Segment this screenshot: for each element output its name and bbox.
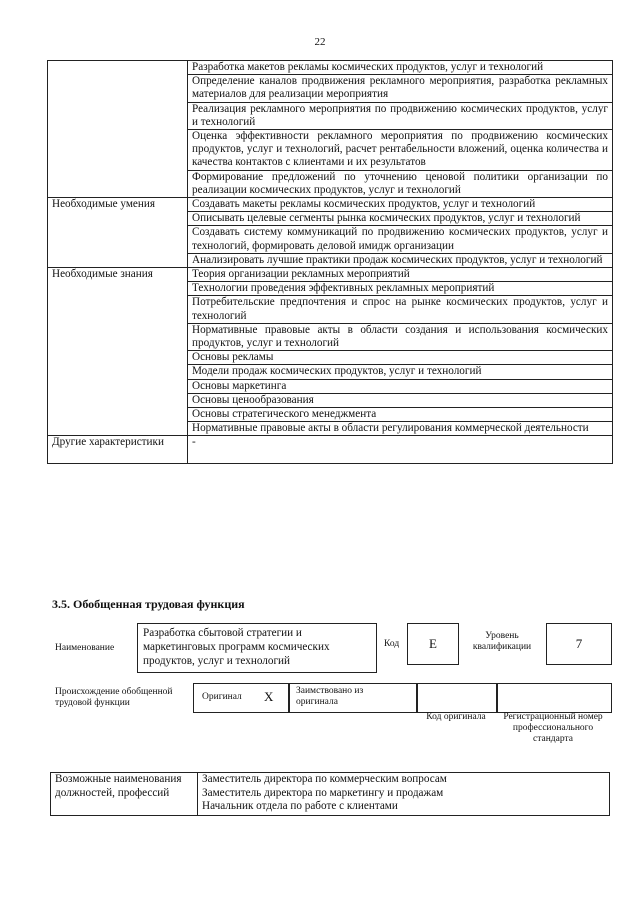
table-row (48, 436, 613, 464)
knowledge-cell: Основы ценообразования (188, 393, 613, 407)
positions-label: Возможные наименования должностей, профессий (51, 773, 198, 816)
skill-cell: Анализировать лучшие практики продаж космических продуктов, услуг и технологий (188, 253, 613, 267)
other-characteristics-value: - (188, 436, 613, 464)
table-row (48, 268, 613, 282)
original-box (193, 683, 290, 713)
skills-label: Необходимые умения (48, 198, 188, 268)
labor-action-cell: Разработка макетов рекламы космических продуктов, услуг и технологий (188, 61, 613, 75)
positions-list (198, 773, 610, 816)
knowledge-cell: Модели продаж космических продуктов, услуг и технологий (188, 365, 613, 379)
level-value: 7 (546, 623, 612, 665)
origin-label: Происхождение обобщенной трудовой функции (55, 687, 173, 708)
labor-action-cell: Реализация рекламного мероприятия по продвижению космических продуктов, услуг и технологий (188, 102, 613, 129)
name-label: Наименование (55, 643, 115, 653)
knowledge-cell: Теория организации рекламных мероприятий (188, 268, 613, 282)
section-title: 3.5. Обобщенная трудовая функция (52, 597, 245, 611)
knowledge-cell: Технологии проведения эффективных рекламных мероприятий (188, 282, 613, 296)
list-item: Заместитель директора по маркетингу и продажам (202, 786, 444, 799)
level-label: Уровень квалификации (472, 631, 532, 652)
original-mark: X (264, 689, 274, 704)
knowledge-cell: Нормативные правовые акты в области создания и использования космических продуктов, услуг и технологий (188, 323, 613, 350)
page-number: 22 (314, 36, 326, 48)
borrowed-label: Заимствовано из оригинала (296, 686, 364, 707)
list-item: Начальник отдела по работе с клиентами (202, 800, 398, 812)
other-characteristics-label: Другие характеристики (48, 436, 188, 464)
name-value: Разработка сбытовой стратегии и маркетинговых программ космических продуктов, услуг и технологий (143, 627, 330, 667)
knowledge-label: Необходимые знания (48, 268, 188, 436)
skill-cell: Создавать макеты рекламы космических продуктов, услуг и технологий (188, 198, 613, 212)
positions-table (50, 772, 610, 816)
knowledge-cell: Основы стратегического менеджмента (188, 408, 613, 422)
original-code-box (416, 683, 498, 713)
competency-table (47, 60, 613, 464)
name-box (137, 623, 377, 673)
code-value: E (407, 623, 459, 665)
original-label: Оригинал (202, 692, 242, 702)
empty-label-cell (48, 61, 188, 198)
table-row (48, 198, 613, 212)
knowledge-cell: Нормативные правовые акты в области регулирования коммерческой деятельности (188, 422, 613, 436)
knowledge-cell: Основы маркетинга (188, 379, 613, 393)
table-row (51, 773, 610, 816)
skill-cell: Описывать целевые сегменты рынка космических продуктов, услуг и технологий (188, 212, 613, 226)
labor-action-cell: Оценка эффективности рекламного мероприятия по продвижению космических продуктов, услуг и технологий, расчет рентабельности вложений, оценка количества и качества контактов с клиентами и их результатов (188, 130, 613, 171)
knowledge-cell: Основы рекламы (188, 351, 613, 365)
borrowed-box (288, 683, 418, 713)
labor-action-cell: Определение каналов продвижения рекламного мероприятия, разработка рекламных материалов для реализации мероприятия (188, 75, 613, 102)
knowledge-cell: Потребительские предпочтения и спрос на рынке космических продуктов, услуг и технологий (188, 296, 613, 323)
registration-number-box (496, 683, 612, 713)
registration-number-label: Регистрационный номер профессионального стандарта (503, 712, 603, 744)
labor-action-cell: Формирование предложений по уточнению ценовой политики организации по реализации космических продуктов, услуг и технологий (188, 170, 613, 197)
table-row (48, 61, 613, 75)
original-code-label: Код оригинала (426, 712, 486, 722)
code-label: Код (384, 639, 400, 649)
skill-cell: Создавать систему коммуникаций по продвижению космических продуктов, услуг и технологий, формировать деловой имидж организации (188, 226, 613, 253)
list-item: Заместитель директора по коммерческим вопросам (202, 773, 447, 785)
